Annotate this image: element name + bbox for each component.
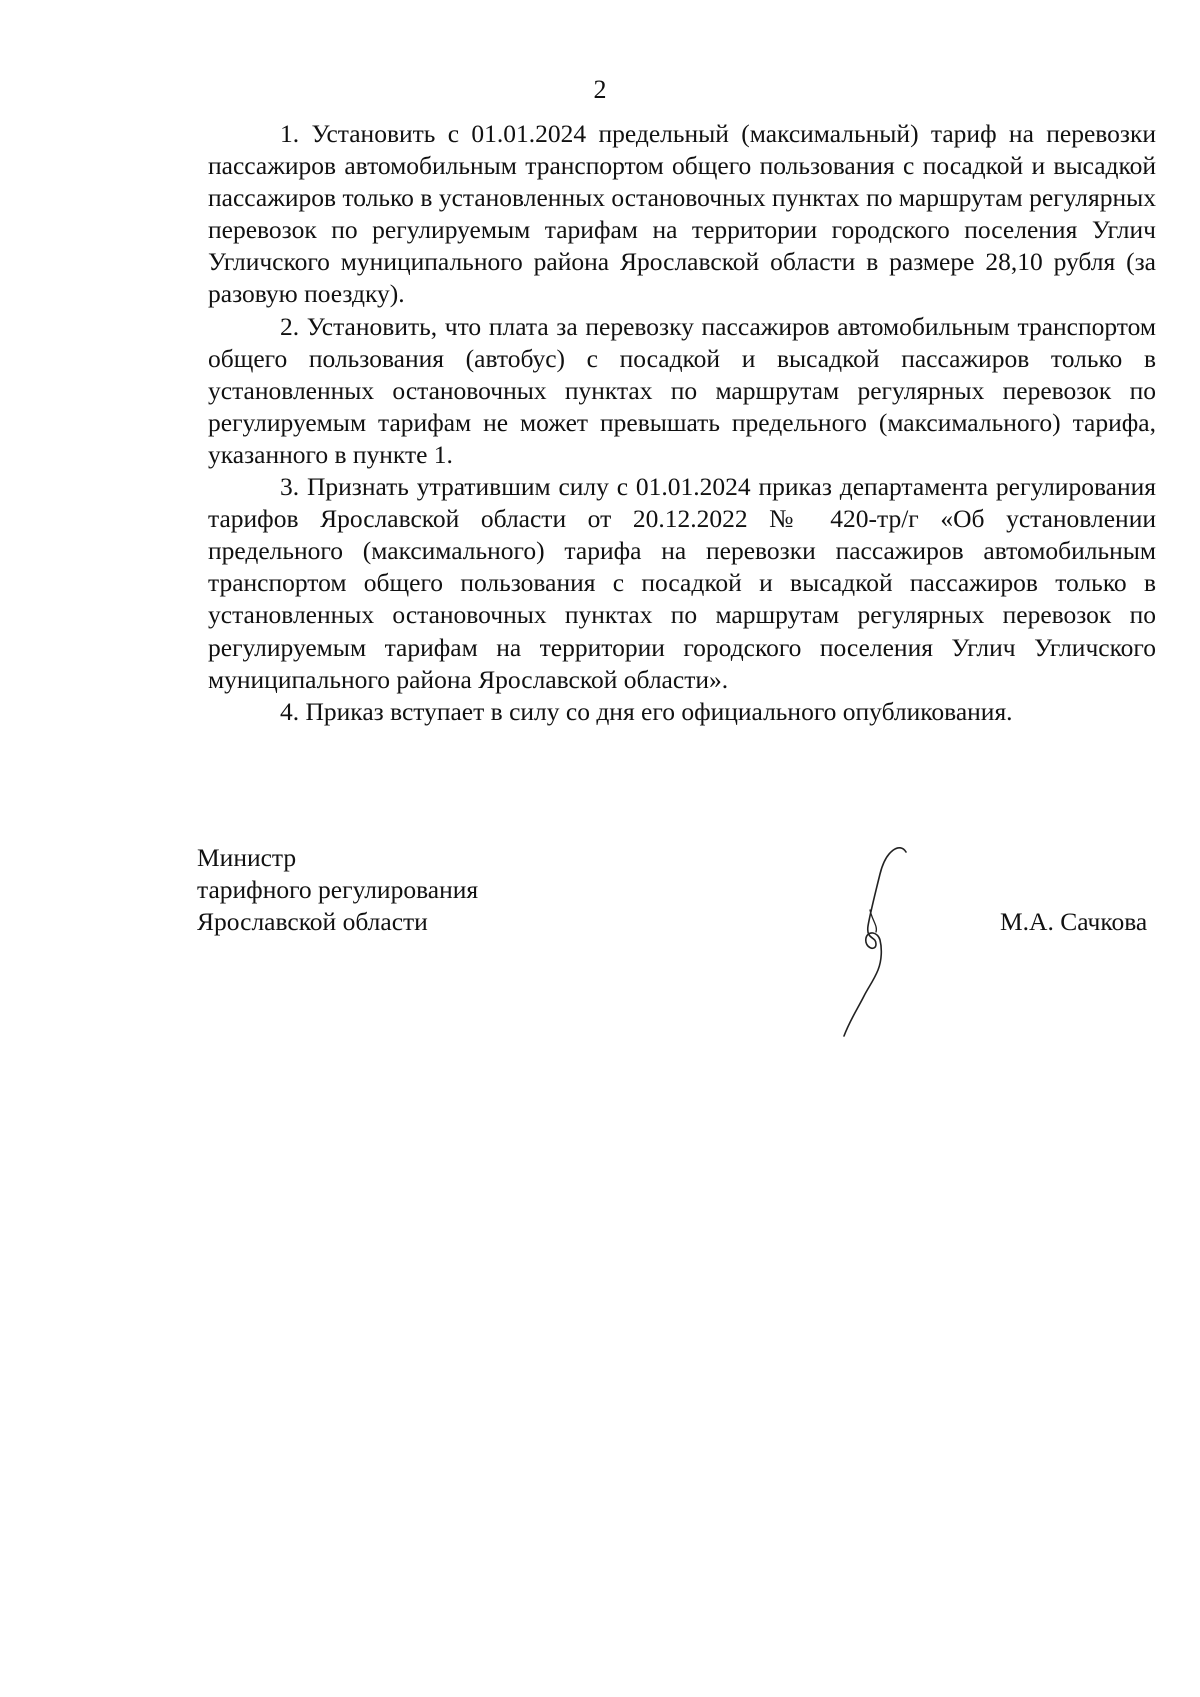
document-body [208,118,1156,728]
signer-position-line-2: тарифного регулирования [197,875,479,904]
handwritten-signature [820,840,940,1040]
signer-position [197,842,478,938]
signer-position-line-1: Министр [197,843,297,872]
paragraph-4: 4. Приказ вступает в силу со дня его официального опубликования. [280,696,1013,726]
page-number: 2 [593,75,607,104]
paragraph-1: 1. Установить с 01.01.2024 предельный (максимальный) тариф на перевозки пассажиров автомобильным транспортом общего пользования с посадкой и высадкой пассажиров только в установленных остановочных пунктах по маршрутам регулярных перевозок по регулируемым тарифам на территории городского поселения Углич Угличского муниципального района Ярославской области в размере 28,10 рубля (за разовую поездку). [208,119,1156,309]
paragraph-2: 2. Установить, что плата за перевозку пассажиров автомобильным транспортом общего пользования (автобус) с посадкой и высадкой пассажиров только в установленных остановочных пунктах по маршрутам регулярных перевозок по регулируемым тарифам не может превышать предельного (максимального) тарифа, указанного в пункте 1. [208,311,1156,469]
signer-name: М.А. Сачкова [1000,907,1148,936]
paragraph-3: 3. Признать утратившим силу с 01.01.2024 приказ департамента регулирования тарифов Ярославской области от 20.12.2022 № 420-тр/г «Об установлении предельного (максимального) тарифа на перевозки пассажиров автомобильным транспортом общего пользования с посадкой и высадкой пассажиров только в установленных остановочных пунктах по маршрутам регулярных перевозок по регулируемым тарифам на территории городского поселения Углич Угличского муниципального района Ярославской области». [208,472,1156,694]
signer-position-line-3: Ярославской области [197,907,428,936]
